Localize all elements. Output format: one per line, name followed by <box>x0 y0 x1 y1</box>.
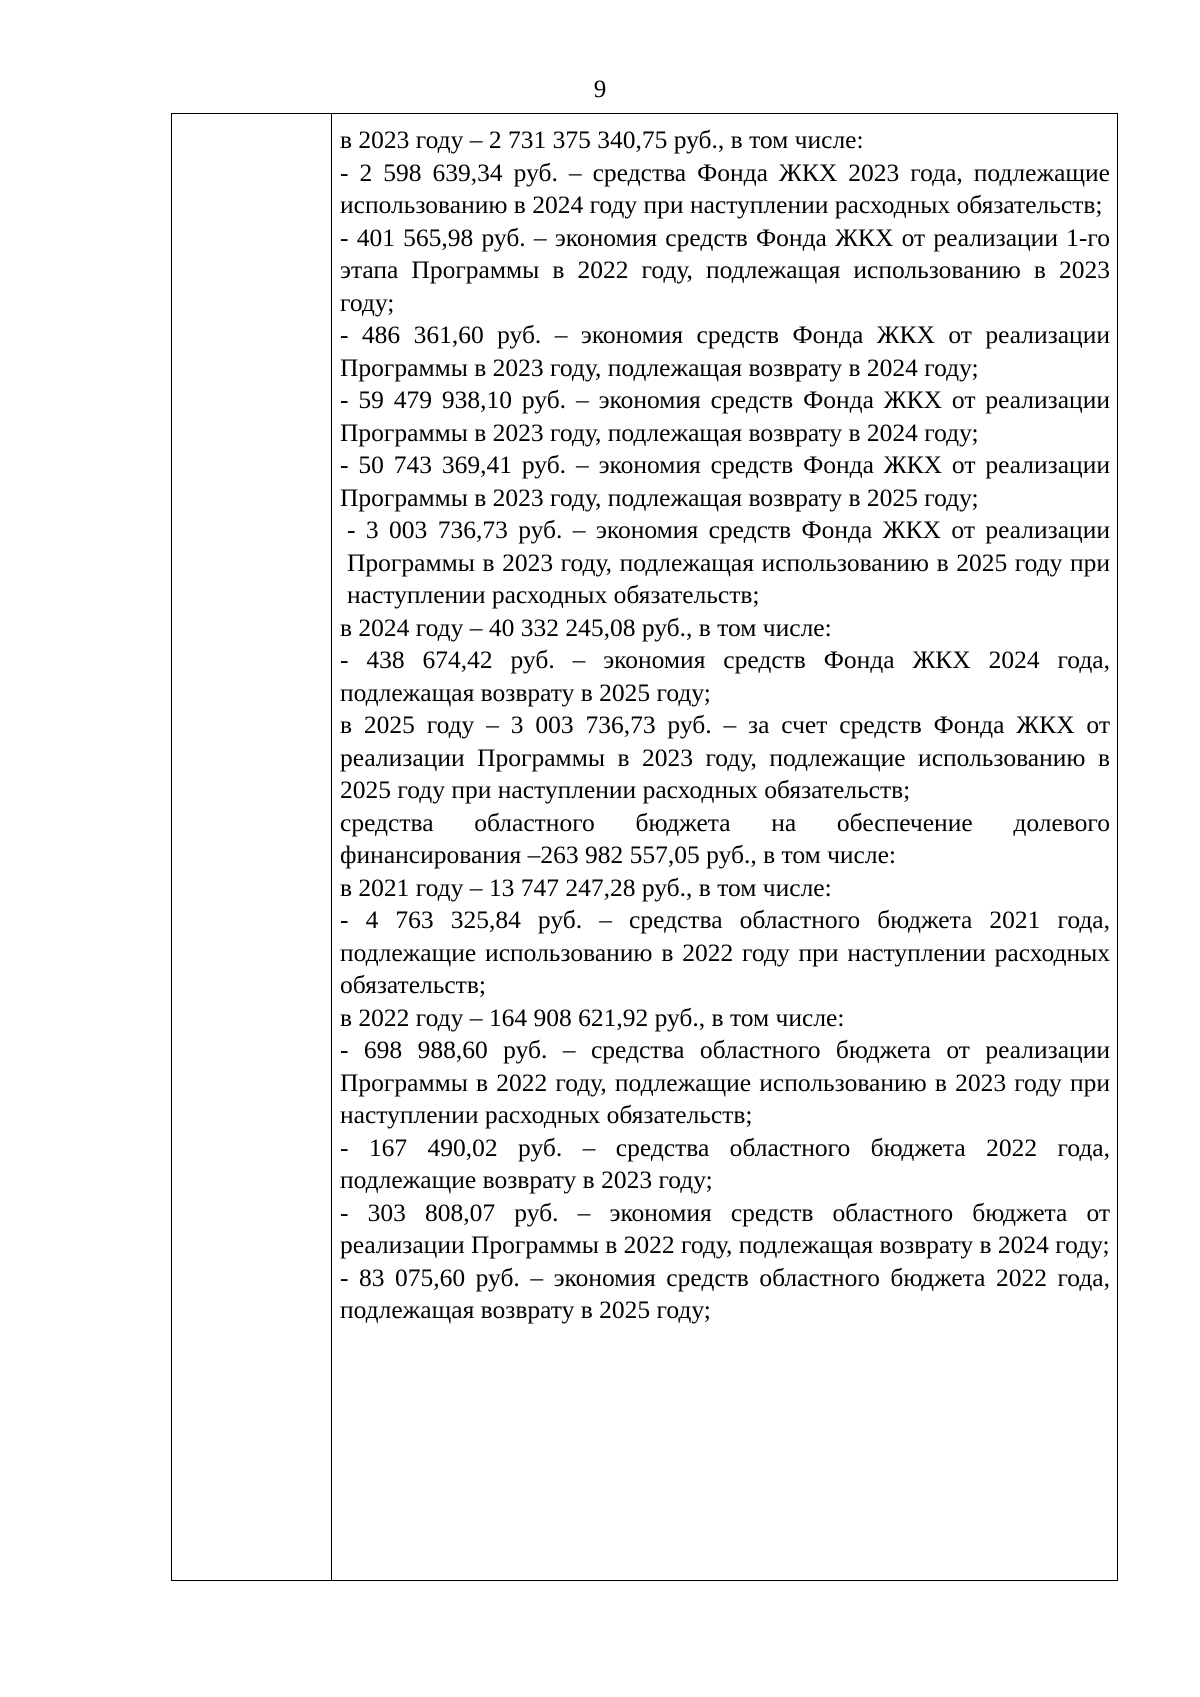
paragraph: - 486 361,60 руб. – экономия средств Фонда ЖКХ от реализации Программы в 2023 году, подлежащая возврату в 2024 году; <box>340 320 1110 382</box>
paragraph: средства областного бюджета на обеспечение долевого финансирования –263 982 557,05 руб., в том числе: <box>340 807 1110 869</box>
paragraph: - 401 565,98 руб. – экономия средств Фонда ЖКХ от реализации 1-го этапа Программы в 2022 году, подлежащая использованию в 2023 году; <box>340 222 1110 317</box>
paragraph: в 2025 году – 3 003 736,73 руб. – за счет средств Фонда ЖКХ от реализации Программы в 2023 году, подлежащие использованию в 2025 году при наступлении расходных обязательств; <box>340 710 1110 804</box>
paragraph: в 2024 году – 40 332 245,08 руб., в том числе: <box>340 612 832 642</box>
paragraph: - 698 988,60 руб. – средства областного бюджета от реализации Программы в 2022 году, подлежащие использованию в 2023 году при наступлении расходных обязательств; <box>340 1035 1110 1129</box>
document-table <box>171 113 1118 1581</box>
paragraph: - 59 479 938,10 руб. – экономия средств Фонда ЖКХ от реализации Программы в 2023 году, подлежащая возврату в 2024 году; <box>340 385 1110 447</box>
paragraph: - 2 598 639,34 руб. – средства Фонда ЖКХ 2023 года, подлежащие использованию в 2024 году при наступлении расходных обязательств; <box>340 157 1110 219</box>
page-number: 9 <box>593 76 607 103</box>
paragraph: - 303 808,07 руб. – экономия средств областного бюджета от реализации Программы в 2022 году, подлежащая возврату в 2024 году; <box>340 1197 1110 1259</box>
paragraph: - 438 674,42 руб. – экономия средств Фонда ЖКХ 2024 года, подлежащая возврату в 2025 году; <box>340 645 1110 707</box>
table-left-cell <box>172 114 332 1580</box>
paragraph: - 167 490,02 руб. – средства областного бюджета 2022 года, подлежащие возврату в 2023 году; <box>340 1132 1110 1194</box>
paragraph: - 3 003 736,73 руб. – экономия средств Фонда ЖКХ от реализации Программы в 2023 году, подлежащая использованию в 2025 году при наступлении расходных обязательств; <box>347 515 1110 609</box>
paragraph: в 2022 году – 164 908 621,92 руб., в том числе: <box>340 1002 845 1032</box>
table-right-cell <box>332 114 1117 1580</box>
paragraph: - 50 743 369,41 руб. – экономия средств Фонда ЖКХ от реализации Программы в 2023 году, подлежащая возврату в 2025 году; <box>340 450 1110 512</box>
paragraph: в 2021 году – 13 747 247,28 руб., в том числе: <box>340 872 832 902</box>
paragraph: в 2023 году – 2 731 375 340,75 руб., в том числе: <box>340 125 864 154</box>
paragraph: - 83 075,60 руб. – экономия средств областного бюджета 2022 года, подлежащая возврату в 2025 году; <box>340 1262 1110 1324</box>
paragraph: - 4 763 325,84 руб. – средства областного бюджета 2021 года, подлежащие использованию в 2022 году при наступлении расходных обязательств; <box>340 905 1110 999</box>
